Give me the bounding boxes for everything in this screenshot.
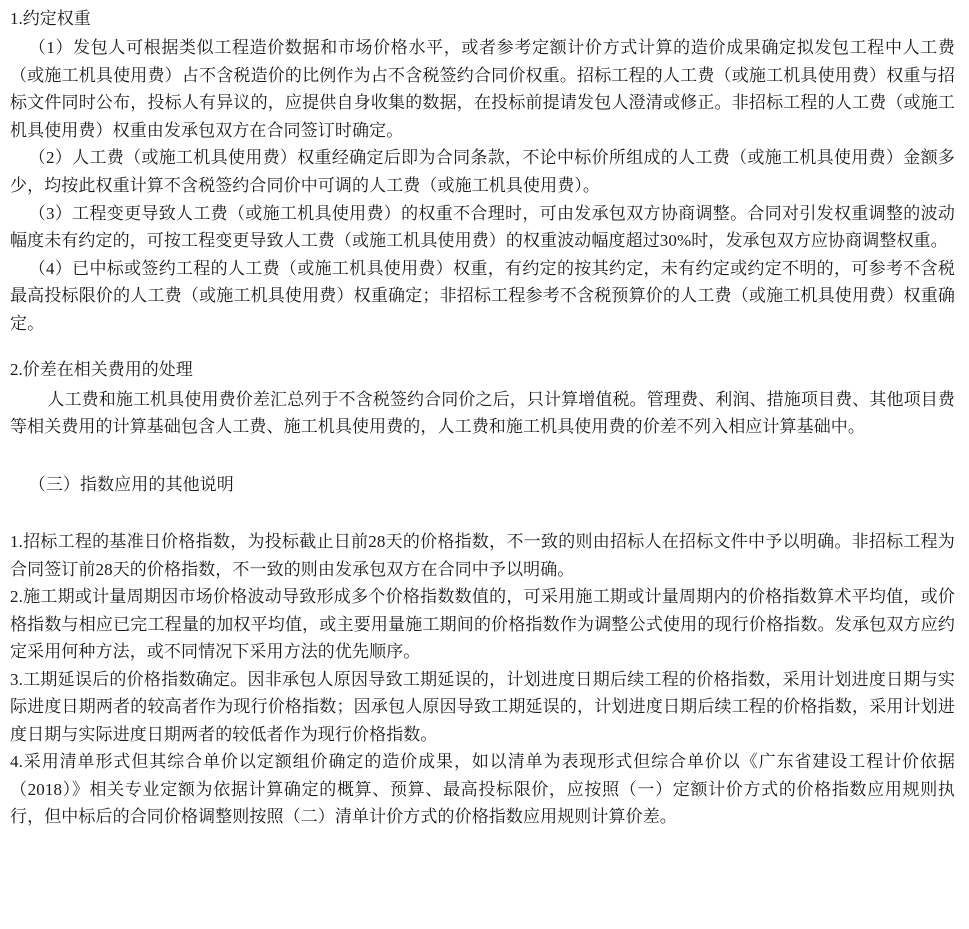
paragraph-note-4: 4.采用清单形式但其综合单价以定额组价确定的造价成果，如以清单为表现形式但综合单价以《广东省建设工程计价依据（2018）》相关专业定额为依据计算确定的概算、预算、最高投标限价，应按照（一）定额计价方式的价格指数应用规则执行，但中标后的合同价格调整则按照（二）清单计价方式的价格指数应用规则计算价差。 [10,752,955,827]
paragraph-note-2: 2.施工期或计量周期因市场价格波动导致形成多个价格指数数值的，可采用施工期或计量周期内的价格指数算术平均值，或价格指数与相应已完工程量的加权平均值，或主要用量施工期间的价格指数作为调整公式使用的现行价格指数。发承包双方应约定采用何种方法，或不同情况下采用方法的优先顺序。 [10,587,955,662]
section-heading-weight-agreement: 1.约定权重 [10,9,91,28]
paragraph-item-3: （3）工程变更导致人工费（或施工机具使用费）的权重不合理时，可由发承包双方协商调整。合同对引发权重调整的波动幅度未有约定的，可按工程变更导致人工费（或施工机具使用费）的权重波动幅度超过30%时，发承包双方应协商调整权重。 [10,203,955,251]
paragraph-item-4: （4）已中标或签约工程的人工费（或施工机具使用费）权重，有约定的按其约定，未有约定或约定不明的，可参考不含税最高投标限价的人工费（或施工机具使用费）权重确定；非招标工程参考不含税预算价的人工费（或施工机具使用费）权重确定。 [10,258,955,333]
paragraph-note-3: 3.工期延误后的价格指数确定。因非承包人原因导致工期延误的，计划进度日期后续工程的价格指数，采用计划进度日期与实际进度日期两者的较高者作为现行价格指数；因承包人原因导致工期延误的，计划进度日期后续工程的价格指数，采用计划进度日期与实际进度日期两者的较低者作为现行价格指数。 [10,669,955,744]
paragraph-item-1: （1）发包人可根据类似工程造价数据和市场价格水平，或者参考定额计价方式计算的造价成果确定拟发包工程中人工费（或施工机具使用费）占不含税造价的比例作为占不含税签约合同价权重。招标工程的人工费（或施工机具使用费）权重与招标文件同时公布，投标人有异议的，应提供自身收集的数据，在投标前提请发包人澄清或修正。非招标工程的人工费（或施工机具使用费）权重由发承包双方在合同签订时确定。 [10,38,955,140]
paragraph-item-2: （2）人工费（或施工机具使用费）权重经确定后即为合同条款，不论中标价所组成的人工费（或施工机具使用费）金额多少，均按此权重计算不含税签约合同价中可调的人工费（或施工机具使用费）。 [10,148,955,195]
section-spacer-2 [10,441,955,471]
section-heading-other-notes: （三）指数应用的其他说明 [28,474,234,494]
paragraph-price-difference-body: 人工费和施工机具使用费价差汇总列于不含税签约合同价之后，只计算增值税。管理费、利润、措施项目费、其他项目费等相关费用的计算基础包含人工费、施工机具使用费的，人工费和施工机具使用费的价差不列入相应计算基础中。 [10,389,955,437]
section-spacer-1 [10,337,955,357]
section-heading-price-difference: 2.价差在相关费用的处理 [10,360,193,380]
section-spacer-3 [10,498,955,528]
paragraph-note-1: 1.招标工程的基准日价格指数，为投标截止日前28天的价格指数，不一致的则由招标人在招标文件中予以明确。非招标工程为合同签订前28天的价格指数，不一致的则由发承包双方在合同中予以明确。 [10,532,955,579]
